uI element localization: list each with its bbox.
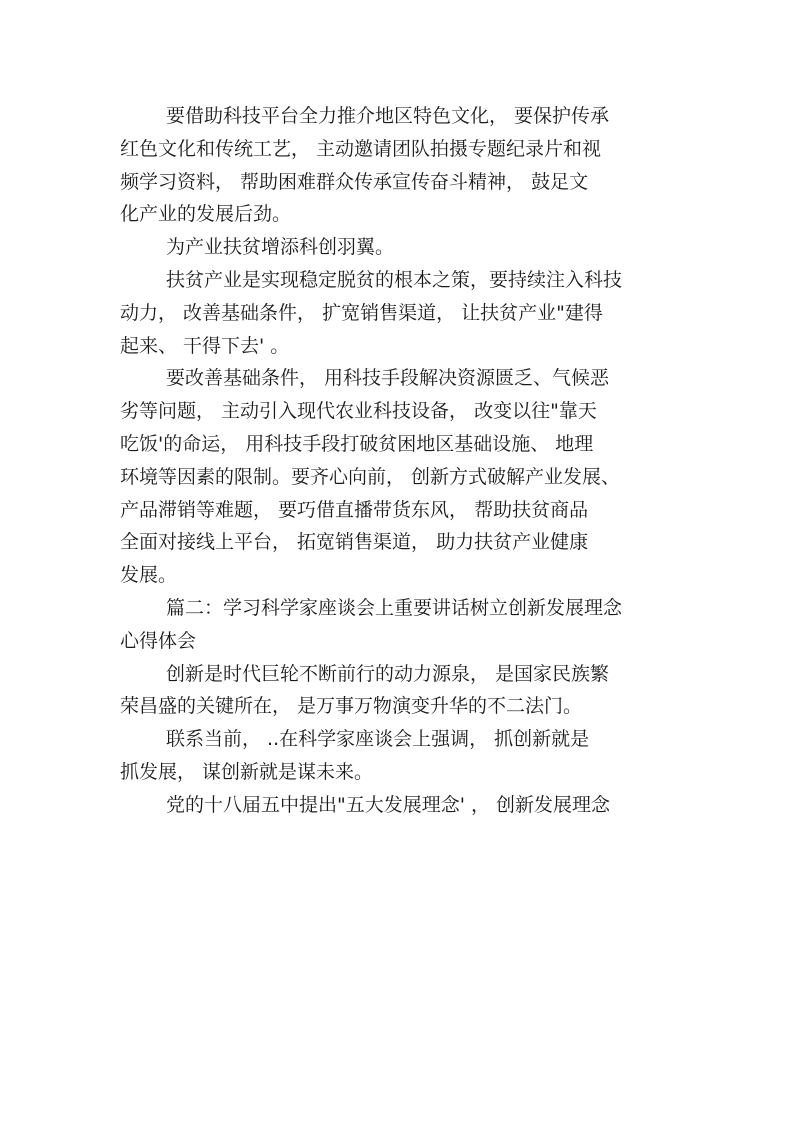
text-line: 创新是时代巨轮不断前行的动力源泉， 是国家民族繁 [166, 662, 610, 685]
section-title-line: 心得体会 [120, 629, 197, 652]
text-line: 联系当前， ..在科学家座谈会上强调， 抓创新就是 [166, 728, 590, 751]
text-line: 产品滞销等难题， 要巧借直播带货东风， 帮助扶贫商品 [120, 498, 589, 521]
text-line: 发展。 [120, 564, 178, 587]
text-line: 荣昌盛的关键所在， 是万事万物演变升华的不二法门。 [120, 695, 583, 718]
text-line: 劣等问题， 主动引入现代农业科技设备， 改变以往"靠天 [120, 400, 597, 423]
text-line: 频学习资料， 帮助困难群众传承宣传奋斗精神， 鼓足文 [120, 170, 589, 193]
text-line: 要借助科技平台全力推介地区特色文化， 要保护传承 [166, 105, 610, 127]
section-title-line: 篇二：学习科学家座谈会上重要讲话树立创新发展理念 [166, 596, 623, 619]
text-line: 环境等因素的限制。要齐心向前， 创新方式破解产业发展、 [120, 465, 621, 488]
text-line: 吃饭'的命运， 用科技手段打破贫困地区基础设施、 地理 [120, 432, 594, 455]
section-heading-line: 为产业扶贫增添科创羽翼。 [166, 236, 395, 259]
text-line: 起来、 干得下去' 。 [120, 334, 290, 357]
text-line: 全面对接线上平台， 拓宽销售渠道， 助力扶贫产业健康 [120, 531, 589, 554]
text-line: 动力， 改善基础条件， 扩宽销售渠道， 让扶贫产业"建得 [120, 301, 603, 324]
text-line: 红色文化和传统工艺， 主动邀请团队拍摄专题纪录片和视 [120, 137, 602, 160]
text-line: 抓发展， 谋创新就是谋未来。 [120, 760, 374, 783]
text-line: 要改善基础条件， 用科技手段解决资源匮乏、气候恶 [166, 367, 610, 390]
text-line: 扶贫产业是实现稳定脱贫的根本之策，要持续注入科技 [166, 268, 623, 291]
text-line: 化产业的发展后劲。 [120, 203, 292, 226]
document-body [120, 100, 680, 822]
text-line: 党的十八届五中提出"五大发展理念' ， 创新发展理念 [166, 793, 611, 816]
